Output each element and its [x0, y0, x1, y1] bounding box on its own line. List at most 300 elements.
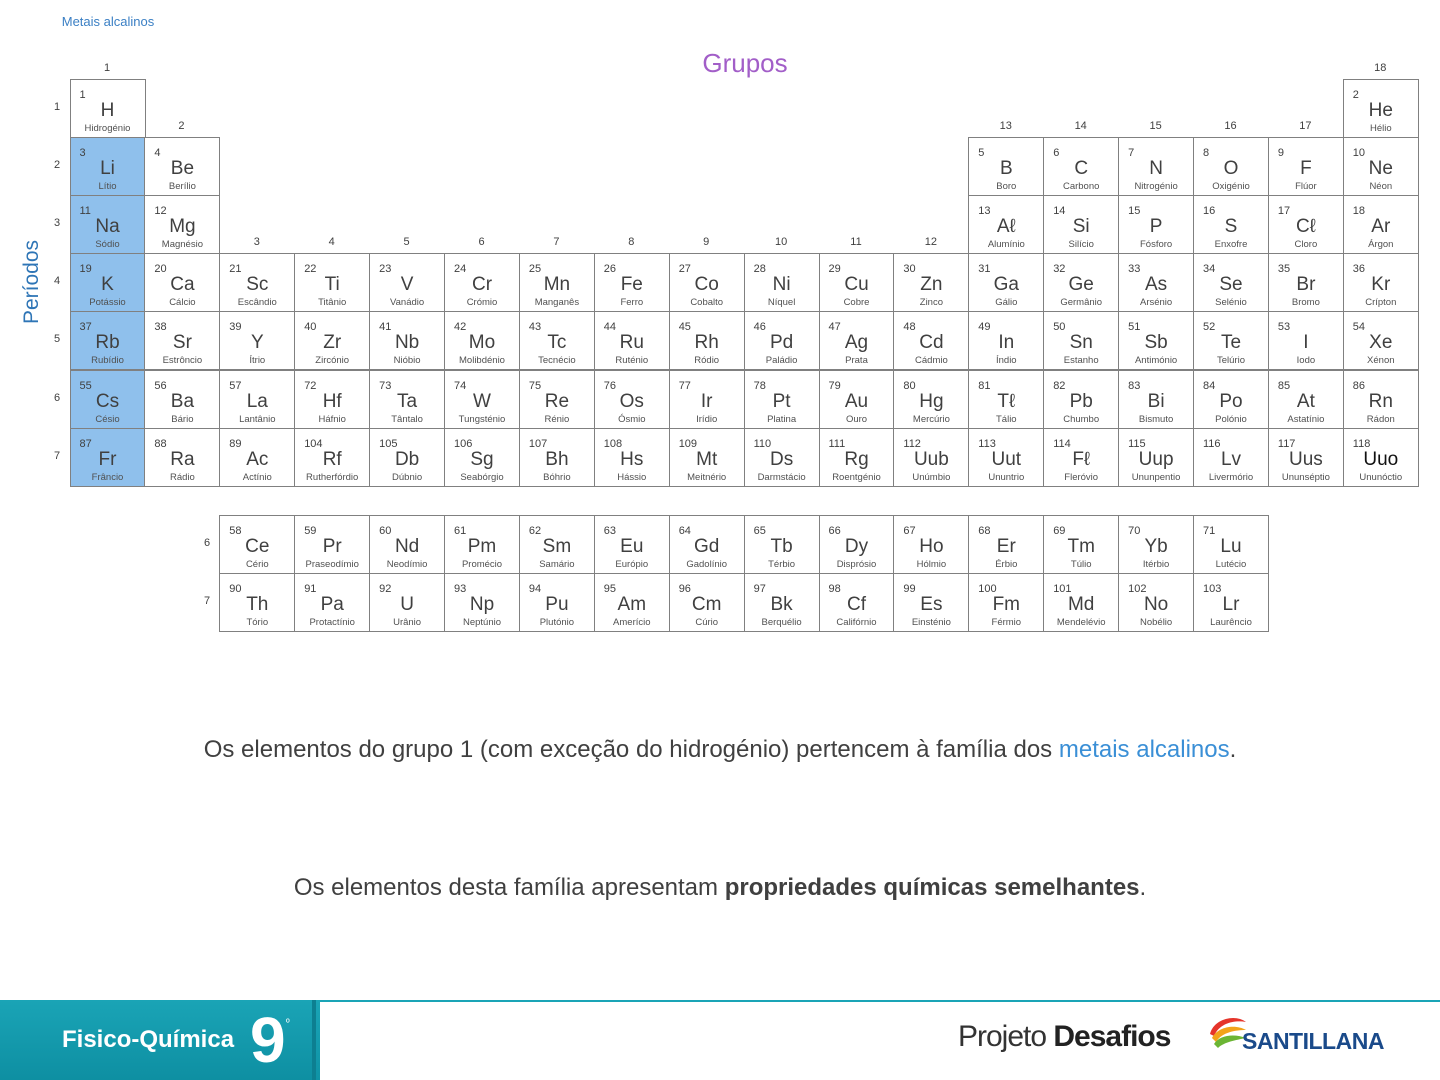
element-name: Háfnio	[318, 413, 346, 425]
group-number-6: 6	[478, 236, 485, 248]
desafios-text: Desafios	[1053, 1020, 1171, 1053]
element-symbol: F	[1300, 158, 1312, 180]
element-name: Seabórgio	[460, 471, 504, 483]
element-cell-Ru	[594, 311, 670, 370]
element-symbol: Mg	[169, 216, 196, 238]
group-number-8: 8	[628, 236, 635, 248]
element-cell-At	[1268, 370, 1344, 429]
atomic-number: 86	[1352, 379, 1366, 392]
element-cell-Rn	[1343, 370, 1419, 429]
element-symbol: Au	[844, 390, 869, 412]
element-name: Európio	[615, 559, 649, 570]
element-name: Livermório	[1208, 471, 1254, 483]
element-name: Silício	[1068, 239, 1094, 251]
element-symbol: Uuo	[1363, 448, 1399, 470]
element-name: Térbio	[768, 559, 796, 570]
element-cell-Lv	[1193, 428, 1269, 487]
group-number-12: 12	[924, 236, 938, 248]
atomic-number: 87	[79, 437, 92, 450]
element-cell-I	[1268, 311, 1344, 370]
group-number-7: 7	[553, 236, 560, 248]
element-name: Prata	[845, 355, 868, 367]
element-symbol: Er	[996, 536, 1016, 557]
element-symbol: Tm	[1067, 536, 1095, 557]
element-name: Antimónio	[1134, 355, 1178, 367]
element-name: Promécio	[461, 559, 503, 570]
element-name: Férmio	[991, 617, 1022, 629]
element-symbol: Pa	[320, 594, 344, 616]
element-symbol: Sb	[1144, 332, 1168, 354]
sentence2-end: .	[1139, 874, 1147, 901]
atomic-number: 112	[903, 437, 921, 450]
element-cell-Rf	[294, 428, 370, 487]
element-name: Dúbnio	[392, 471, 423, 483]
element-name: Estanho	[1063, 355, 1099, 367]
element-name: Cloro	[1294, 239, 1318, 251]
element-cell-Cs	[70, 370, 146, 429]
atomic-number: 74	[454, 379, 467, 392]
atomic-number: 7	[1128, 147, 1135, 160]
element-name: Níquel	[767, 297, 796, 309]
period-number-2: 2	[53, 159, 61, 172]
element-name: Ouro	[845, 413, 868, 425]
element-name: Flúor	[1295, 181, 1317, 193]
element-symbol: Pb	[1069, 390, 1093, 412]
element-name: Hélio	[1369, 123, 1392, 134]
sentence1-end: .	[1229, 736, 1237, 763]
atomic-number: 77	[678, 379, 691, 392]
atomic-number: 59	[304, 525, 317, 537]
element-cell-U	[369, 573, 445, 632]
atomic-number: 12	[154, 205, 167, 218]
element-symbol: Nb	[394, 332, 420, 354]
atomic-number: 64	[678, 525, 691, 537]
element-name: Vanádio	[390, 297, 425, 309]
element-name: Ferro	[620, 297, 644, 309]
element-cell-Ta	[369, 370, 445, 429]
element-cell-Tc	[519, 311, 595, 370]
element-cell-Mn	[519, 253, 595, 312]
element-symbol: Os	[619, 390, 644, 412]
atomic-number: 101	[1053, 583, 1072, 596]
element-cell-Sb	[1118, 311, 1194, 370]
atomic-number: 37	[79, 321, 92, 334]
element-cell-Mg	[144, 195, 220, 254]
element-cell-Br	[1268, 253, 1344, 312]
atomic-number: 31	[978, 263, 991, 276]
grade-label: 9	[250, 1004, 286, 1076]
element-name: Ununséptio	[1281, 471, 1330, 483]
element-symbol: Uus	[1288, 448, 1323, 470]
element-cell-Fr	[70, 428, 146, 487]
element-name: Unúmbio	[912, 471, 951, 483]
periodos-label: Períodos	[20, 239, 43, 325]
element-name: Berquélio	[761, 617, 802, 629]
atomic-number: 54	[1352, 321, 1366, 334]
element-cell-Mo	[444, 311, 520, 370]
element-symbol: Bh	[545, 448, 569, 470]
group-number-4: 4	[328, 236, 335, 248]
atomic-number: 68	[978, 525, 991, 537]
atomic-number: 6	[1053, 147, 1060, 160]
atomic-number: 105	[379, 437, 398, 450]
element-symbol: Ra	[170, 448, 195, 470]
element-name: Cálcio	[169, 297, 196, 309]
element-cell-Ce	[219, 515, 295, 574]
element-name: Nobélio	[1139, 617, 1173, 629]
element-name: Rutherfórdio	[306, 471, 359, 483]
element-symbol: Fm	[992, 594, 1021, 616]
element-symbol: Md	[1067, 594, 1095, 616]
grupos-label: Grupos	[702, 48, 788, 78]
element-cell-Po	[1193, 370, 1269, 429]
element-name: Titânio	[318, 297, 347, 309]
element-name: Cobre	[843, 297, 870, 309]
atomic-number: 92	[379, 583, 392, 596]
element-cell-Au	[819, 370, 895, 429]
atomic-number: 5	[978, 147, 985, 160]
element-cell-Am	[594, 573, 670, 632]
atomic-number: 117	[1277, 437, 1296, 450]
element-cell-Ds	[744, 428, 820, 487]
atomic-number: 89	[229, 437, 242, 450]
atomic-number: 56	[154, 379, 167, 392]
element-cell-Sg	[444, 428, 520, 487]
element-cell-H	[70, 79, 146, 138]
element-cell-Si	[1043, 195, 1119, 254]
element-cell-Rg	[819, 428, 895, 487]
atomic-number: 88	[154, 437, 167, 450]
element-cell-Nd	[369, 515, 445, 574]
atomic-number: 44	[603, 321, 617, 334]
element-cell-In	[968, 311, 1044, 370]
element-symbol: Zr	[323, 332, 342, 354]
atomic-number: 94	[528, 583, 542, 596]
element-symbol: Tb	[770, 536, 793, 557]
element-symbol: Hf	[322, 390, 342, 412]
element-symbol: Sr	[172, 332, 192, 354]
atomic-number: 65	[753, 525, 766, 537]
element-cell-Cu	[819, 253, 895, 312]
element-symbol: Ga	[993, 274, 1019, 296]
element-name: Árgon	[1368, 239, 1394, 251]
element-cell-Mt	[669, 428, 745, 487]
atomic-number: 71	[1203, 525, 1216, 537]
atomic-number: 21	[229, 263, 242, 276]
atomic-number: 84	[1203, 379, 1216, 392]
element-cell-Os	[594, 370, 670, 429]
element-symbol: Pm	[467, 536, 497, 557]
element-name: Tálio	[996, 413, 1017, 425]
atomic-number: 43	[528, 321, 542, 334]
atomic-number: 33	[1128, 263, 1141, 276]
atomic-number: 50	[1053, 321, 1066, 334]
atomic-number: 61	[454, 525, 467, 537]
element-symbol: Es	[920, 594, 943, 616]
atomic-number: 82	[1053, 379, 1066, 392]
element-symbol: Ti	[324, 274, 340, 296]
period-number-3: 3	[53, 217, 61, 230]
atomic-number: 62	[528, 525, 542, 537]
element-symbol: Rg	[844, 448, 869, 470]
element-cell-Ar	[1343, 195, 1419, 254]
atomic-number: 32	[1053, 263, 1066, 276]
element-symbol: Bi	[1147, 390, 1165, 412]
atomic-number: 10	[1352, 147, 1366, 160]
atomic-number: 17	[1277, 205, 1291, 218]
element-symbol: Lv	[1220, 448, 1242, 470]
element-name: Germânio	[1060, 297, 1103, 309]
element-symbol: Po	[1219, 390, 1243, 412]
atomic-number: 38	[154, 321, 167, 334]
element-symbol: B	[999, 158, 1013, 180]
element-cell-Pr	[294, 515, 370, 574]
element-cell-N	[1118, 137, 1194, 196]
element-cell-Cf	[819, 573, 895, 632]
element-cell-Zr	[294, 311, 370, 370]
element-name: Roentgénio	[832, 471, 881, 483]
atomic-number: 116	[1203, 437, 1221, 450]
element-name: Carbono	[1062, 181, 1100, 193]
atomic-number: 2	[1352, 89, 1359, 101]
element-cell-Bk	[744, 573, 820, 632]
element-symbol: Nd	[394, 536, 420, 557]
element-name: Manganês	[534, 297, 580, 309]
element-cell-Ho	[893, 515, 969, 574]
atomic-number: 51	[1128, 321, 1141, 334]
element-name: Crómio	[466, 297, 498, 309]
element-name: Alumínio	[987, 239, 1025, 251]
element-name: Ununpentio	[1131, 471, 1181, 483]
element-name: Zinco	[919, 297, 943, 309]
atomic-number: 93	[454, 583, 467, 596]
period-number-5: 5	[53, 333, 61, 346]
element-name: Crípton	[1365, 297, 1397, 309]
element-name: Boro	[996, 181, 1017, 193]
element-symbol: U	[400, 594, 414, 616]
element-cell-Fℓ	[1043, 428, 1119, 487]
atomic-number: 48	[903, 321, 916, 334]
element-symbol: Ho	[919, 536, 944, 557]
atomic-number: 97	[753, 583, 766, 596]
element-cell-Th	[219, 573, 295, 632]
group-number-17: 17	[1299, 120, 1312, 132]
element-symbol: Ar	[1371, 216, 1391, 238]
element-symbol: Xe	[1369, 332, 1393, 354]
element-name: Urânio	[393, 617, 422, 629]
element-name: Irídio	[696, 413, 718, 425]
atomic-number: 49	[978, 321, 991, 334]
element-name: Ruténio	[615, 355, 649, 367]
element-cell-F	[1268, 137, 1344, 196]
atomic-number: 42	[454, 321, 467, 334]
element-cell-Rb	[70, 311, 146, 370]
period-number-4: 4	[53, 275, 61, 288]
element-name: Berílio	[168, 181, 196, 193]
element-cell-Tb	[744, 515, 820, 574]
element-cell-Pb	[1043, 370, 1119, 429]
element-symbol: No	[1143, 594, 1169, 616]
group-number-11: 11	[850, 236, 862, 248]
sentence2-bold: propriedades químicas semelhantes	[724, 874, 1140, 901]
group-number-2: 2	[178, 120, 185, 132]
group-number-18: 18	[1374, 62, 1387, 74]
element-symbol: S	[1224, 216, 1238, 238]
element-symbol: Ni	[772, 274, 791, 296]
element-symbol: Tℓ	[997, 390, 1016, 412]
atomic-number: 35	[1277, 263, 1291, 276]
element-cell-Li	[70, 137, 146, 196]
element-cell-Ag	[819, 311, 895, 370]
element-cell-As	[1118, 253, 1194, 312]
element-name: Lantânio	[239, 413, 276, 425]
atomic-number: 115	[1128, 437, 1146, 450]
element-symbol: Rf	[322, 448, 342, 470]
element-symbol: P	[1149, 216, 1163, 238]
element-symbol: Re	[544, 390, 570, 412]
atomic-number: 69	[1053, 525, 1066, 537]
element-name: Oxigénio	[1212, 181, 1250, 193]
element-symbol: Am	[617, 594, 647, 616]
atomic-number: 110	[753, 437, 772, 450]
element-name: Rádon	[1366, 413, 1395, 425]
element-cell-Ni	[744, 253, 820, 312]
element-symbol: Ac	[246, 448, 269, 470]
element-name: Arsénio	[1139, 297, 1173, 309]
element-cell-Ir	[669, 370, 745, 429]
element-cell-Re	[519, 370, 595, 429]
element-cell-Fm	[968, 573, 1044, 632]
element-cell-Gd	[669, 515, 745, 574]
element-name: Xénon	[1367, 355, 1395, 367]
element-symbol: Si	[1072, 216, 1090, 238]
atomic-number: 79	[828, 379, 841, 392]
atomic-number: 91	[304, 583, 317, 596]
element-symbol: Cs	[95, 390, 120, 412]
atomic-number: 100	[978, 583, 997, 596]
element-name: Actínio	[242, 471, 272, 483]
atomic-number: 109	[678, 437, 698, 450]
element-cell-Nb	[369, 311, 445, 370]
element-name: Samário	[539, 559, 575, 570]
element-symbol: Lu	[1220, 536, 1242, 557]
element-cell-Be	[144, 137, 220, 196]
santillana-logo-text: SANTILLANA	[1242, 1028, 1384, 1054]
period-number-7: 7	[53, 449, 61, 462]
atomic-number: 34	[1203, 263, 1216, 276]
element-name: Hidrogénio	[84, 123, 131, 134]
element-name: Frâncio	[91, 471, 124, 483]
element-cell-Pu	[519, 573, 595, 632]
element-cell-B	[968, 137, 1044, 196]
element-name: Cádmio	[915, 355, 948, 367]
element-cell-Pd	[744, 311, 820, 370]
element-cell-Uub	[893, 428, 969, 487]
atomic-number: 95	[603, 583, 617, 596]
element-cell-Xe	[1343, 311, 1419, 370]
atomic-number: 29	[828, 263, 841, 276]
element-name: Hássio	[617, 471, 647, 483]
element-name: Rádio	[169, 471, 195, 483]
element-cell-No	[1118, 573, 1194, 632]
element-name: Paládio	[765, 355, 798, 367]
atomic-number: 73	[379, 379, 392, 392]
element-symbol: N	[1149, 158, 1163, 180]
element-name: Cério	[245, 559, 269, 570]
element-symbol: C	[1074, 158, 1089, 180]
element-name: Índio	[995, 355, 1017, 367]
element-name: Amerício	[613, 617, 651, 629]
element-cell-W	[444, 370, 520, 429]
element-symbol: Mo	[468, 332, 496, 354]
element-name: Hólmio	[916, 559, 947, 570]
atomic-number: 23	[379, 263, 392, 276]
element-symbol: Br	[1296, 274, 1316, 296]
atomic-number: 66	[828, 525, 841, 537]
atomic-number: 111	[828, 437, 846, 450]
element-name: Tântalo	[391, 413, 423, 425]
element-symbol: As	[1145, 274, 1168, 296]
period-number-1: 1	[53, 101, 61, 113]
element-cell-Kr	[1343, 253, 1419, 312]
element-name: Ósmio	[618, 413, 646, 425]
f-period-number-7: 7	[203, 595, 211, 608]
element-cell-Uus	[1268, 428, 1344, 487]
sentence2-text: Os elementos desta família apresentam	[293, 874, 725, 901]
element-symbol: Ba	[170, 390, 195, 412]
element-name: Selénio	[1215, 297, 1247, 309]
atomic-number: 104	[304, 437, 323, 450]
element-symbol: Kr	[1371, 274, 1391, 296]
atomic-number: 81	[978, 379, 991, 392]
element-symbol: Mn	[543, 274, 571, 296]
atomic-number: 45	[678, 321, 691, 334]
element-symbol: H	[100, 100, 115, 121]
element-name: Califórnio	[836, 617, 877, 629]
element-symbol: Pu	[545, 594, 569, 616]
element-cell-Ga	[968, 253, 1044, 312]
element-name: Chumbo	[1063, 413, 1100, 425]
element-symbol: Na	[95, 216, 120, 238]
element-cell-Uuo	[1343, 428, 1419, 487]
element-name: Laurêncio	[1210, 617, 1252, 629]
element-symbol: Gd	[694, 536, 720, 557]
element-symbol: Li	[100, 158, 115, 180]
sentence1-text: Os elementos do grupo 1 (com exceção do hidrogénio) pertencem à família dos	[203, 736, 1059, 763]
element-cell-Se	[1193, 253, 1269, 312]
element-name: Rubídio	[91, 355, 124, 367]
sentence-similar-properties	[0, 874, 1440, 902]
element-symbol: Np	[469, 594, 495, 616]
element-name: Ródio	[694, 355, 720, 367]
element-symbol: Db	[394, 448, 420, 470]
element-name: Ununóctio	[1359, 471, 1403, 483]
element-name: Nitrogénio	[1134, 181, 1178, 193]
element-symbol: Dy	[844, 536, 869, 557]
element-cell-He	[1343, 79, 1419, 138]
atomic-number: 1	[79, 89, 86, 101]
element-symbol: Cu	[844, 274, 869, 296]
element-cell-Na	[70, 195, 146, 254]
element-cell-Yb	[1118, 515, 1194, 574]
element-symbol: Uup	[1138, 448, 1174, 470]
element-cell-Ac	[219, 428, 295, 487]
atomic-number: 96	[678, 583, 691, 596]
element-symbol: O	[1223, 158, 1239, 180]
atomic-number: 108	[603, 437, 623, 450]
element-name: Potássio	[89, 297, 126, 309]
atomic-number: 24	[454, 263, 467, 276]
